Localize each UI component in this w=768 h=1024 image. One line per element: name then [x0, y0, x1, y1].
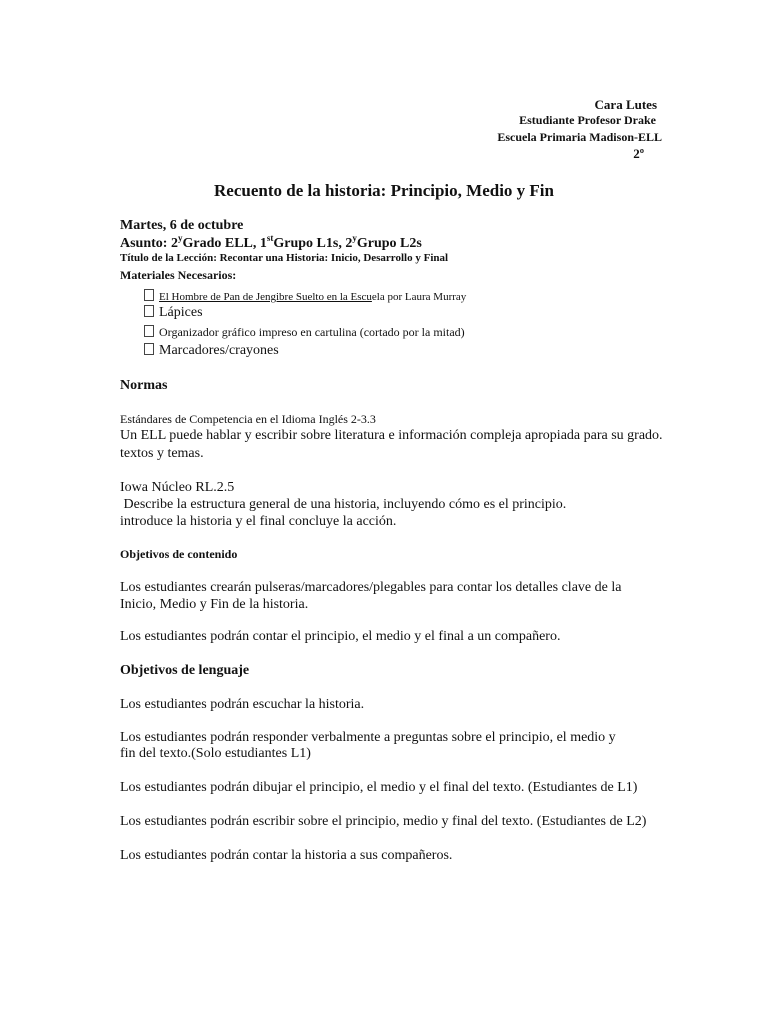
- standard-1-title: Estándares de Competencia en el Idioma Inglés 2-3.3: [120, 412, 376, 426]
- material-item-organizer: Organizador gráfico impreso en cartulina (cortado por la mitad): [144, 325, 465, 340]
- content-objective-1: Los estudiantes crearán pulseras/marcadores/plegables para contar los detalles clave de la: [120, 580, 622, 595]
- checkbox-icon: [144, 325, 154, 337]
- standard-2-text: Describe la estructura general de una historia, incluyendo cómo es el principio.: [120, 497, 567, 512]
- language-objective-5: Los estudiantes podrán contar la historia a sus compañeros.: [120, 848, 453, 863]
- checkbox-icon: [144, 305, 154, 317]
- standard-1-text: Un ELL puede hablar y escribir sobre literatura e información compleja apropiada para su grado.: [120, 428, 663, 443]
- standard-2-title: Iowa Núcleo RL.2.5: [120, 480, 235, 495]
- checkbox-icon: [144, 289, 154, 301]
- document-title: Recuento de la historia: Principio, Medio y Fin: [214, 181, 554, 200]
- material-item-book: El Hombre de Pan de Jengibre Suelto en la Escuela por Laura Murray: [144, 289, 466, 303]
- checkbox-icon: [144, 343, 154, 355]
- content-objectives-heading: Objetivos de contenido: [120, 547, 238, 561]
- standard-1-text-cont: textos y temas.: [120, 446, 204, 461]
- content-objective-2: Los estudiantes podrán contar el principio, el medio y el final a un compañero.: [120, 629, 561, 644]
- language-objective-1: Los estudiantes podrán escuchar la historia.: [120, 697, 365, 712]
- grade-label: 2º: [633, 146, 644, 161]
- language-objective-2-cont: fin del texto.(Solo estudiantes L1): [120, 746, 311, 761]
- author-name: Cara Lutes: [594, 97, 657, 112]
- school-name: Escuela Primaria Madison-ELL: [497, 130, 662, 144]
- lesson-subject: Asunto: 2$^y$Grado ELL, 1stGrupo L1s, 2$^y$Grupo L2s: [120, 233, 422, 251]
- language-objective-3: Los estudiantes podrán dibujar el principio, el medio y el final del texto. (Estudiantes de L1): [120, 780, 638, 795]
- normas-heading: Normas: [120, 378, 168, 393]
- language-objective-4: Los estudiantes podrán escribir sobre el principio, medio y final del texto. (Estudiantes de L2): [120, 814, 647, 829]
- lesson-title: Título de la Lección: Recontar una Historia: Inicio, Desarrollo y Final: [120, 252, 449, 264]
- content-objective-1-cont: Inicio, Medio y Fin de la historia.: [120, 597, 309, 612]
- author-role: Estudiante Profesor Drake: [519, 113, 656, 127]
- material-item-pencils: Lápices: [144, 305, 203, 321]
- language-objective-2: Los estudiantes podrán responder verbalmente a preguntas sobre el principio, el medio y: [120, 730, 616, 745]
- language-objectives-heading: Objetivos de lenguaje: [120, 663, 250, 678]
- materials-heading: Materiales Necesarios:: [120, 268, 237, 282]
- standard-2-text-cont: introduce la historia y el final concluye la acción.: [120, 514, 397, 529]
- lesson-date: Martes, 6 de octubre: [120, 218, 244, 233]
- material-item-markers: Marcadores/crayones: [144, 343, 279, 359]
